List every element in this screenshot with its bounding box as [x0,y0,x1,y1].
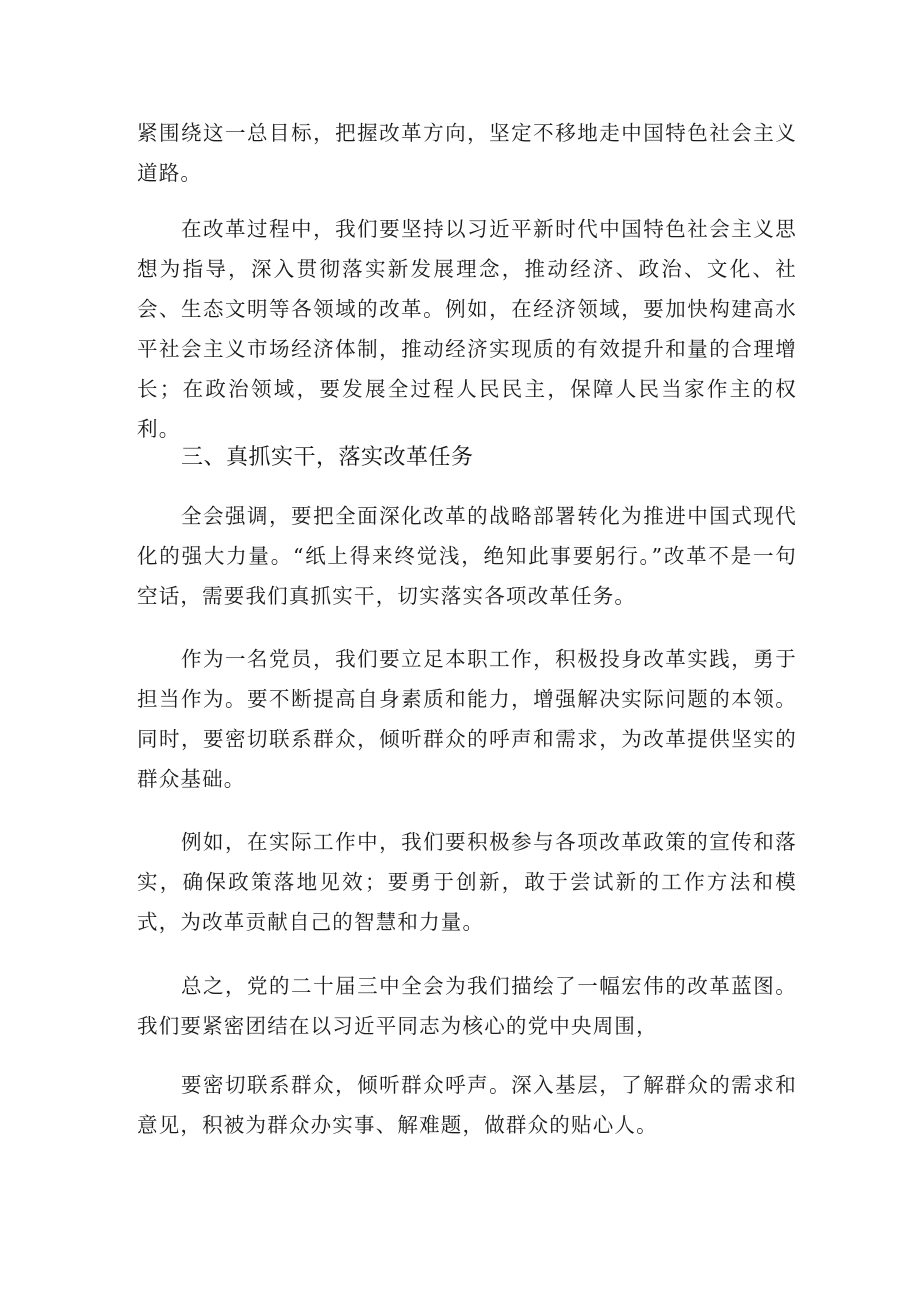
paragraph-1: 紧围绕这一总目标，把握改革方向，坚定不移地走中国特色社会主义道路。 [137,121,797,185]
section-heading: 三、真抓实干，落实改革任务 [181,445,474,470]
paragraph-4: 作为一名党员，我们要立足本职工作，积极投身改革实践，勇于担当作为。要不断提高自身素质和能力，增强解决实际问题的本领。同时，要密切联系群众，倾听群众的呼声和需求，为改革提供坚实的群众基础。 [137,647,797,791]
paragraph-7: 要密切联系群众，倾听群众呼声。深入基层，了解群众的需求和意见，积被为群众办实事、解难题，做群众的贴心人。 [137,1073,797,1137]
paragraph-2: 在改革过程中，我们要坚持以习近平新时代中国特色社会主义思想为指导，深入贯彻落实新发展理念，推动经济、政治、文化、社会、生态文明等各领域的改革。例如，在经济领域，要加快构建高水平社会主义市场经济体制，推动经济实现质的有效提升和量的合理增长；在政治领域，要发展全过程人民民主，保障人民当家作主的权利。 [137,217,797,441]
paragraph-3: 全会强调，要把全面深化改革的战略部署转化为推进中国式现代化的强大力量。“纸上得来终觉浅，绝知此事要躬行。”改革不是一句空话，需要我们真抓实干，切实落实各项改革任务。 [137,504,797,608]
paragraph-6: 总之，党的二十届三中全会为我们描绘了一幅宏伟的改革蓝图。我们要紧密团结在以习近平同志为核心的党中央周围， [137,974,797,1038]
paragraph-5: 例如，在实际工作中，我们要积极参与各项改革政策的宣传和落实，确保政策落地见效；要勇于创新，敢于尝试新的工作方法和模式，为改革贡献自己的智慧和力量。 [137,830,797,934]
